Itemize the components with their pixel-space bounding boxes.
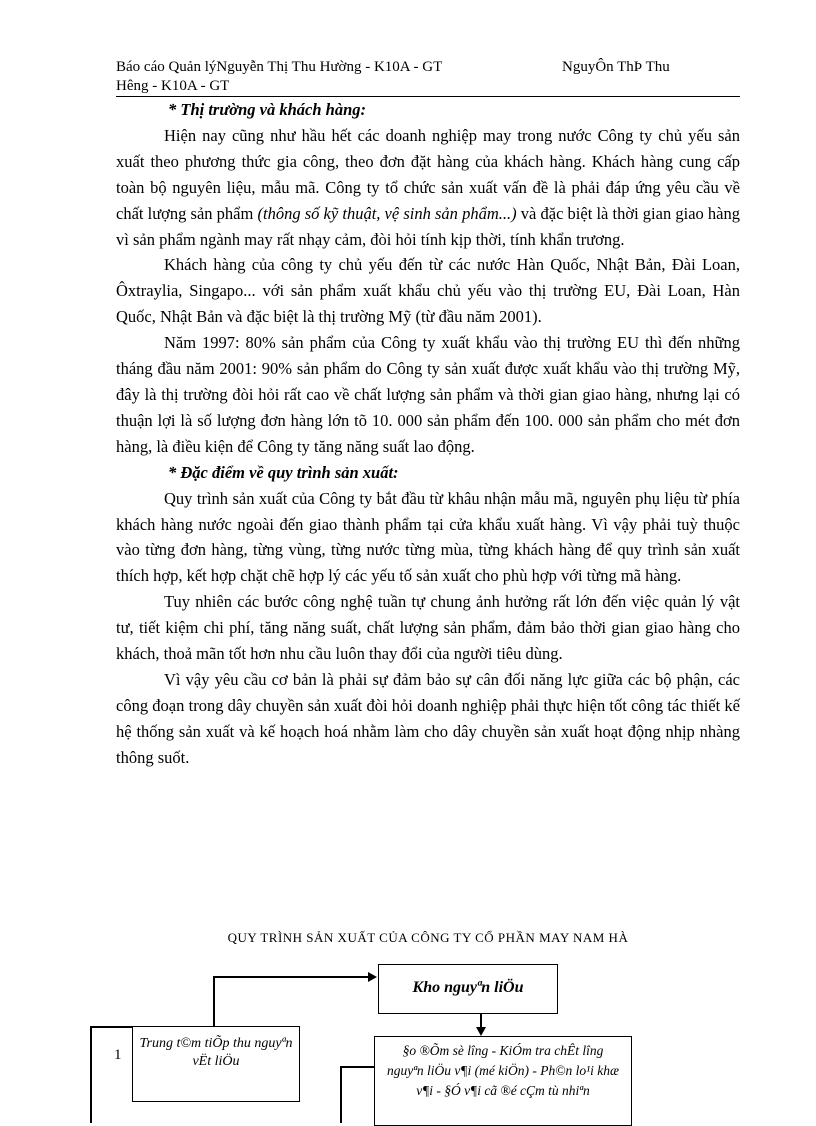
paragraph: Quy trình sản xuất của Công ty bắt đầu từ khâu nhận mẫu mã, nguyên phụ liệu từ phía khách hàng nước ngoài đến giao thành phẩm tại cửa khẩu xuất hàng. Vì vậy phải tuỳ thuộc vào từng đơn hàng, từng vùng, từng nước từng mùa, từng khách hàng để quy trình sản xuất thích hợp, kết hợp chặt chẽ hợp lý các yếu tố sản xuất cho phù hợp với từng mã hàng. [116, 488, 740, 586]
connector-line [90, 1026, 92, 1123]
paragraph: Tuy nhiên các bước công nghệ tuần tự chung ảnh hưởng rất lớn đến việc quản lý vật tư, tiết kiệm chi phí, tăng năng suất, chất lượng sản phẩm, đảm bảo thời gian giao hàng cho khách, thoả mãn tốt hơn nhu cầu luôn thay đổi của người tiêu dùng. [116, 592, 740, 664]
header-title: Báo cáo Quản lýNguyễn Thị Thu Hường - K10A - GT [116, 59, 443, 75]
warehouse-box: Kho nguyªn liÖu [378, 964, 558, 1014]
arrow-right-icon [368, 972, 377, 982]
connector-line [90, 1026, 132, 1028]
diagram-title: QUY TRÌNH SẢN XUẤT CỦA CÔNG TY CỔ PHẦN MAY NAM HÀ [227, 930, 629, 945]
connector-line [213, 976, 215, 1027]
section-heading-market: * Thị trường và khách hàng: [168, 100, 366, 119]
connector-line [340, 1066, 342, 1123]
arrow-down-icon [476, 1027, 486, 1036]
connector-line [480, 1014, 482, 1028]
reception-center-box: Trung t©m tiÕp thu nguyªn vËt liÖu [132, 1026, 300, 1102]
paragraph: Khách hàng của công ty chủ yếu đến từ các nước Hàn Quốc, Nhật Bản, Đài Loan, Ôxtraylia, Singapo... với sản phẩm xuất khẩu chủ yếu vào thị trường EU, Đài Loan, Hàn Quốc, Nhật Bản và đặc biệt là thị trường Mỹ (từ đầu năm 2001). [116, 255, 740, 327]
paragraph: Hiện nay cũng như hầu hết các doanh nghiệp may trong nước Công ty chủ yếu sản xuất theo phương thức gia công, theo đơn đặt hàng của khách hàng. Khách hàng cung cấp toàn bộ nguyên liệu, mẫu mã. Công ty tổ chức sản xuất vấn đề là phải đáp ứng yêu cầu về chất lượng sản phẩm (thông số kỹ thuật, vệ sinh sản phẩm...) và đặc biệt là thời gian giao hàng vì sản phẩm ngành may rất nhạy cảm, đòi hỏi tính kịp thời, tính khẩn trương. [116, 125, 740, 249]
header-author: NguyÔn ThÞ Thu [562, 59, 670, 75]
paragraph: Vì vậy yêu cầu cơ bản là phải sự đảm bảo sự cân đối năng lực giữa các bộ phận, các công đoạn trong dây chuyền sản xuất đòi hỏi doanh nghiệp phải thực hiện tốt công tác thiết kế hệ thống sản xuất và kế hoạch hoá nhằm làm cho dây chuyền sản xuất hoạt động nhịp nhàng thông suốt. [116, 669, 740, 767]
connector-line [213, 976, 369, 978]
step-number: 1 [114, 1047, 122, 1063]
connector-line [340, 1066, 374, 1068]
document-body [116, 97, 740, 771]
italic-note: (thông số kỹ thuật, vệ sinh sản phẩm...) [257, 203, 517, 223]
quality-check-box: §o ®Õm sè lîng - KiÓm tra chÊt lîng nguyªn liÖu v¶i (mé kiÖn) - Ph©n lo¹i khæ v¶i - §Ó v¶i cã ®é cÇm tù nhiªn [374, 1036, 632, 1126]
header-class: Hêng - K10A - GT [116, 78, 230, 94]
section-heading-process: * Đặc điểm về quy trình sản xuất: [168, 462, 399, 482]
paragraph: Năm 1997: 80% sản phẩm của Công ty xuất khẩu vào thị trường EU thì đến những tháng đầu năm 2001: 90% sản phẩm do Công ty sản xuất được xuất khẩu vào thị trường Mỹ, đây là thị trường đòi hỏi rất cao về chất lượng sản phẩm và thời gian giao hàng, nhưng lại có thuận lợi là số lượng đơn hàng lớn tõ 10. 000 sản phẩm đến 100. 000 sản phẩm cho mét đơn hàng, là điều kiện để Công ty tăng năng suất lao động. [116, 333, 740, 456]
